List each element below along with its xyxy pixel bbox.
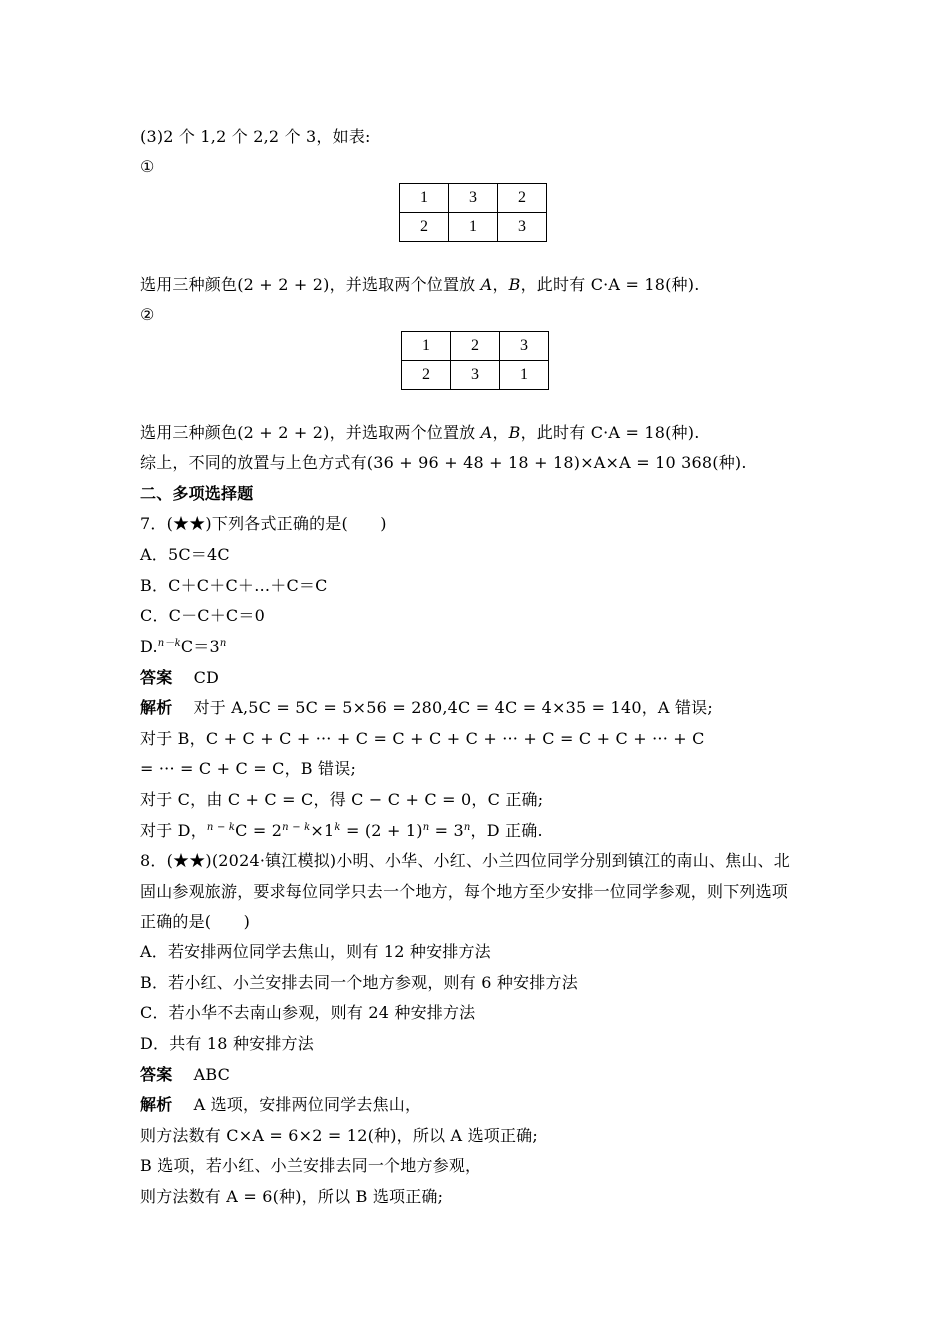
text-part: 对于 A,5C = 5C = 5×56 = 280,4C = 4C = 4×35 = 140，A 错误;	[193, 698, 713, 717]
superscript: n − k	[282, 822, 311, 833]
q7-explanation-5	[140, 821, 543, 841]
table-cell: 1	[400, 184, 449, 213]
text-part: ，此时有 C·A = 18(种).	[520, 275, 700, 294]
question-8-line-3: 正确的是( )	[140, 912, 251, 931]
q7-explanation-4: 对于 C，由 C + C = C，得 C − C + C = 0，C 正确;	[140, 790, 544, 809]
q7-explanation-1	[140, 698, 713, 718]
section-heading: 二、多项选择题	[140, 484, 254, 503]
q7-option-b: B．C＋C＋C＋…＋C＝C	[140, 576, 328, 595]
table-cell: 3	[449, 184, 498, 213]
text-part: ，此时有 C·A = 18(种).	[520, 423, 700, 442]
text-part: 选用三种颜色(2 + 2 + 2)，并选取两个位置放	[140, 275, 481, 294]
q8-option-a: A．若安排两位同学去焦山，则有 12 种安排方法	[140, 942, 491, 961]
superscript: n − k	[206, 822, 236, 833]
superscript: n	[422, 822, 430, 833]
q7-explanation-2: 对于 B，C + C + C + ··· + C = C + C + C + ··· + C = C + C + ··· + C	[140, 729, 705, 748]
table-cell: 3	[451, 361, 500, 390]
q7-option-d	[140, 637, 227, 657]
q7-option-c: C．C－C＋C＝0	[140, 606, 265, 625]
text-part: = 3	[429, 821, 464, 840]
question-7: 7．(★★)下列各式正确的是( )	[140, 514, 387, 533]
answer-value: CD	[193, 668, 220, 687]
table-cell: 3	[498, 213, 547, 242]
table-row	[402, 361, 549, 390]
table-cell: 1	[402, 332, 451, 361]
case3-2-result	[140, 423, 700, 443]
table-cell: 3	[500, 332, 549, 361]
text-part: ，	[492, 275, 509, 294]
circle-1: ①	[140, 157, 155, 176]
q7-explanation-3: = ··· = C + C = C，B 错误;	[140, 759, 357, 778]
text-part: ，	[492, 423, 509, 442]
q8-option-c: C．若小华不去南山参观，则有 24 种安排方法	[140, 1003, 476, 1022]
math-var: A	[480, 275, 493, 294]
table-cell: 2	[498, 184, 547, 213]
case3-intro: (3)2 个 1,2 个 2,2 个 3，如表:	[140, 127, 371, 146]
table-cell: 1	[449, 213, 498, 242]
superscript: n	[463, 822, 471, 833]
q8-explanation-4: 则方法数有 A = 6(种)，所以 B 选项正确;	[140, 1187, 444, 1206]
text-part: D.	[140, 637, 158, 656]
q8-option-b: B．若小红、小兰安排去同一个地方参观，则有 6 种安排方法	[140, 973, 578, 992]
text-part: C＝3	[180, 637, 220, 656]
q8-explanation-1	[140, 1095, 421, 1115]
table-cell: 1	[500, 361, 549, 390]
table-row	[400, 184, 547, 213]
superscript: k	[334, 822, 341, 833]
color-table-2	[401, 331, 549, 390]
table-cell: 2	[451, 332, 500, 361]
q7-option-a: A．5C＝4C	[140, 545, 230, 564]
question-8-line-2: 固山参观旅游，要求每位同学只去一个地方，每个地方至少安排一位同学参观，则下列选项	[140, 882, 789, 901]
question-8-line-1: 8．(★★)(2024·镇江模拟)小明、小华、小红、小兰四位同学分别到镇江的南山、焦山、北	[140, 851, 790, 870]
q8-option-d: D．共有 18 种安排方法	[140, 1034, 314, 1053]
superscript: n	[219, 638, 227, 649]
text-part: ×1	[310, 821, 335, 840]
summary-line: 综上，不同的放置与上色方式有(36 + 96 + 48 + 18 + 18)×A×A = 10 368(种).	[140, 453, 747, 472]
explanation-label: 解析	[140, 1095, 173, 1114]
q8-answer	[140, 1065, 230, 1085]
answer-label: 答案	[140, 668, 173, 687]
case3-1-result	[140, 275, 700, 295]
text-part: = (2 + 1)	[340, 821, 423, 840]
q8-explanation-2: 则方法数有 C×A = 6×2 = 12(种)，所以 A 选项正确;	[140, 1126, 538, 1145]
color-table-1	[399, 183, 547, 242]
table-cell: 2	[402, 361, 451, 390]
explanation-label: 解析	[140, 698, 173, 717]
text-part: C = 2	[235, 821, 283, 840]
superscript: n－k	[157, 638, 181, 649]
table-row	[400, 213, 547, 242]
math-var: B	[508, 275, 521, 294]
table-cell: 2	[400, 213, 449, 242]
math-var: A	[480, 423, 493, 442]
q7-answer	[140, 668, 219, 688]
math-var: B	[508, 423, 521, 442]
text-part: A 选项，安排两位同学去焦山，	[193, 1095, 422, 1114]
table-row	[402, 332, 549, 361]
text-part: ，D 正确.	[470, 821, 543, 840]
answer-value: ABC	[193, 1065, 231, 1084]
text-part: 对于 D，	[140, 821, 207, 840]
circle-2: ②	[140, 305, 155, 324]
q8-explanation-3: B 选项，若小红、小兰安排去同一个地方参观，	[140, 1156, 482, 1175]
text-part: 选用三种颜色(2 + 2 + 2)，并选取两个位置放	[140, 423, 481, 442]
answer-label: 答案	[140, 1065, 173, 1084]
